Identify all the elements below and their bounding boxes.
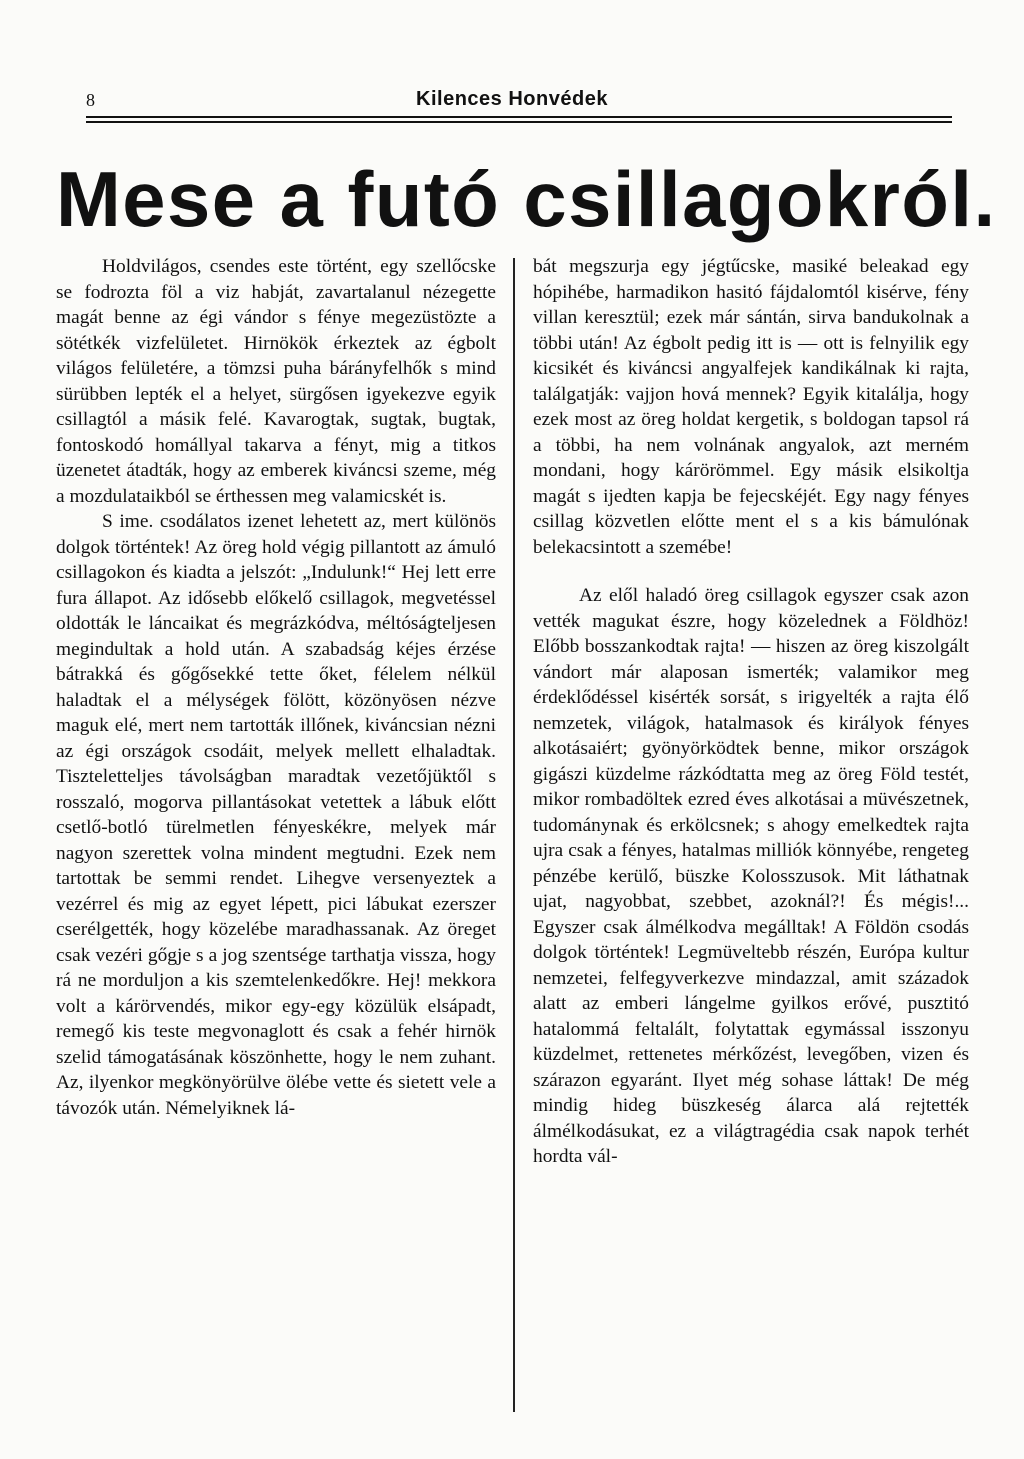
left-paragraph-2: S ime. csodálatos izenet lehetett az, mert különös dolgok történtek! Az öreg hold végig pillantott az ámuló csillagokon és kiadta a jelszót: „Indulunk!“ Hej lett erre fura állapot. Az idősebb előkelő csillagok, megvetéssel oldották le láncaikat és megrázkódva, méltóságteljesen megindultak a hold után. A szabadság kéjes érzése bátrakká és gőgősekké tette őket, félelem nélkül haladtak el a mélységek fölött, közönyösen nézve maguk elé, mert nem tartották illőnek, kiváncsian nézni az égi országok csodáit, melyek mellett elhaladtak. Tiszteletteljes távolságban maradtak vezetőjüktől s rosszaló, mogorva pillantásokat vetettek a lábuk előtt csetlő-botló türelmetlen fényeskékre, melyek már nagyon szerettek volna mindent megtudni. Ezek nem tartottak be semmi rendet. Lihegve versenyeztek a vezérrel és mig az egyet lépett, pici lábukat ezerszer cserélgették, hogy közelébe maradhassanak. Az öreget csak vezéri gőgje s a jog szentsége tarthatja vissza, hogy rá ne morduljon a kis szemtelenkedőkre. Hej! mekkora volt a kárörvendés, mikor egy-egy közülük elsápadt, remegő kis teste megvonaglott és csak a fehér hirnök szelid támogatásának köszönhette, hogy le nem zuhant. Az, ilyenkor megkönyörülve ölébe vette és sietett vele a távozók után. Némelyiknek lá-	[56, 511, 496, 1119]
right-column	[533, 254, 969, 1170]
page-number: 8	[86, 90, 95, 110]
left-column	[56, 254, 496, 1121]
header-rule-bottom	[86, 121, 952, 123]
left-paragraph-1: Holdvilágos, csendes este történt, egy szellőcske se fodrozta föl a viz habját, zavartalanul nézegette magát benne az égi vándor s fénye megezüstözte a sötétkék vizfelületet. Hirnökök érkeztek az égbolt világos felületére, a tömzsi puha bárányfelhők s mind sürübben lepték el a helyet, sürgősen igyekezve egyik csillagtól a másik felé. Kavarogtak, sugtak, bugtak, fontoskodó homállyal takarva a fényt, mig a titkos üzenetet átadták, hogy az emberek kiváncsi szeme, még a mozdulataikból se érthessen meg valamicskét is.	[56, 256, 496, 507]
right-paragraph-1: bát megszurja egy jégtűcske, masiké beleakad egy hópihébe, harmadikon hasitó fájdalomtól kisérve, fény villan keresztül; ezek már sántán, sirva bandukolnak a többi után! Az égbolt pedig itt is — ott is felnyilik egy kicsikét és kiváncsi angyalfejek kandikálnak ki rajta, találgatják: vajjon hová mennek? Egyik kitalálja, hogy ezek most az öreg holdat kergetik, s boldogan tapsol rá a többi, ha nem volnának angyalok, azt merném mondani, hogy kárörömmel. Egy másik elsikoltja magát s ijedten kapja be fejecskéjét. Egy nagy fényes csillag közvetlen előtte ment el s a kis bámulónak belekacsintott a szemébe!	[533, 256, 969, 558]
article-title: Mese a futó csillagokról.	[56, 155, 997, 243]
column-divider	[513, 258, 515, 1412]
running-title: Kilences Honvédek	[416, 88, 608, 110]
header-rule-top	[86, 116, 952, 118]
right-paragraph-2: Az elől haladó öreg csillagok egyszer csak azon vették magukat észre, hogy közelednek a Földhöz! Előbb bosszankodtak rajta! — hiszen az öreg kiszolgált vándort már alaposan ismerték; valamikor meg érdeklődéssel kisérték sorsát, s irigyelték a rajta élő nemzetek, világok, hatalmasok és királyok fényes alkotásaiért; gyönyörködtek benne, mikor országok gigászi küzdelme rázkódtatta meg az öreg Föld testét, mikor rombadöltek ezred éves alkotásai a müvészetnek, tudománynak és erkölcsnek; s ahogy emelkedtek rajta ujra csak a fényes, hatalmas milliók könnyébe, rengeteg pénzébe kerülő, büszke Kolosszusok. Mit láthatnak ujat, nagyobbat, szebbet, azoknál?! És mégis!... Egyszer csak álmélkodva megálltak! A Földön csodás dolgok történtek! Legmüveltebb részén, Európa kultur nemzetei, felfegyverkezve mindazzal, amit századok alatt az emberi lángelme gyilkos erővé, pusztitó hatalommá feltalált, folytattak egymással isszonyu küzdelmet, rettenetes mérkőzést, levegőben, vizen és szárazon egyaránt. Ilyet még sohase láttak! De még mindig hideg büszkeség álarca alá rejtették álmélkodásukat, ez a világtragédia csak napok terhét hordta vál-	[533, 585, 969, 1167]
